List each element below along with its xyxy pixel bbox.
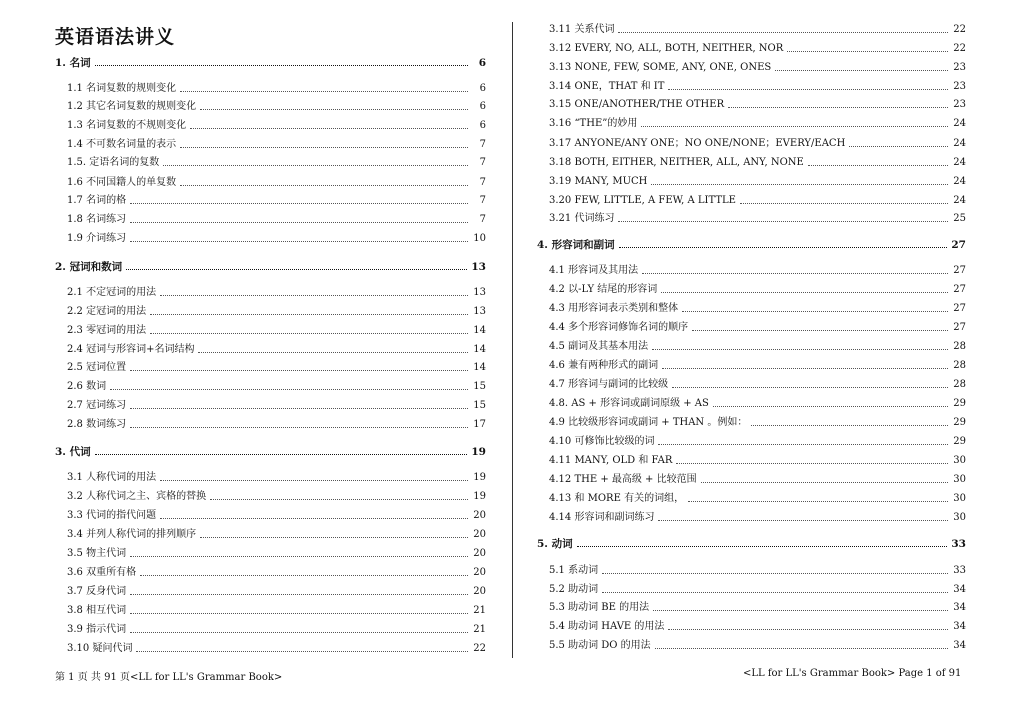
toc-page-number: 33 [953,565,966,576]
toc-chapter-row[interactable] [537,239,966,251]
dot-leader [160,480,468,481]
toc-entry-label: 4. 形容词和副词 [537,239,615,251]
toc-entry-label: 3.14 ONE，THAT 和 IT [549,81,665,92]
toc-entry-row[interactable] [549,265,966,277]
toc-entry-label: 5.4 助动词 HAVE 的用法 [549,621,665,632]
toc-entry-label: 3.18 BOTH, EITHER, NEITHER, ALL, ANY, NONE [549,157,804,168]
toc-entry-label: 5.5 助动词 DO 的用法 [549,640,651,651]
toc-entry-label: 3.2 人称代词之主、宾格的替换 [67,491,207,502]
toc-entry-row[interactable] [549,584,966,596]
dot-leader [787,51,948,52]
toc-entry-label: 3.15 ONE/ANOTHER/THE OTHER [549,99,725,110]
document-title: 英语语法讲义 [55,26,176,48]
dot-leader [577,546,948,547]
toc-page-number: 21 [473,624,486,635]
toc-entry-label: 3.13 NONE, FEW, SOME, ANY, ONE, ONES [549,62,772,73]
dot-leader [688,501,948,502]
toc-entry-row[interactable] [549,565,966,577]
toc-page-number: 22 [953,43,966,54]
toc-entry-row[interactable] [549,24,966,36]
toc-entry-row[interactable] [549,322,966,334]
dot-leader [150,314,468,315]
toc-entry-label: 4.12 THE + 最高级 + 比较范围 [549,474,697,485]
dot-leader [180,185,468,186]
toc-page-number: 14 [473,325,486,336]
dot-leader [662,368,948,369]
toc-page-number: 34 [953,640,966,651]
dot-leader [163,165,468,166]
toc-entry-label: 1.5. 定语名词的复数 [67,157,160,168]
dot-leader [618,32,948,33]
toc-page-number: 20 [473,567,486,578]
toc-page-number: 22 [473,643,486,654]
toc-page-number: 15 [473,381,486,392]
toc-page-number: 23 [953,81,966,92]
dot-leader [200,109,468,110]
toc-entry-label: 2. 冠词和数词 [55,261,123,273]
toc-entry-row[interactable] [67,381,486,393]
toc-page-number: 19 [473,491,486,502]
toc-entry-row[interactable] [549,398,966,410]
dot-leader [190,128,468,129]
toc-page-number: 19 [471,446,486,458]
toc-entry-label: 3.5 物主代词 [67,548,127,559]
dot-leader [180,91,468,92]
toc-entry-label: 1.7 名词的格 [67,195,127,206]
toc-entry-row[interactable] [549,341,966,353]
toc-entry-label: 1.4 不可数名词量的表示 [67,139,177,150]
toc-entry-row[interactable] [67,510,486,522]
dot-leader [618,221,948,222]
toc-entry-label: 4.11 MANY, OLD 和 FAR [549,455,673,466]
dot-leader [130,556,468,557]
toc-entry-label: 4.7 形容词与副词的比较级 [549,379,669,390]
toc-entry-row[interactable] [549,195,966,207]
toc-entry-label: 2.6 数词 [67,381,107,392]
dot-leader [140,575,468,576]
dot-leader [653,610,948,611]
toc-page-number: 21 [473,605,486,616]
toc-page-number: 17 [473,419,486,430]
dot-leader [808,165,948,166]
toc-entry-label: 3.9 指示代词 [67,624,127,635]
toc-chapter-row[interactable] [55,446,486,458]
dot-leader [740,203,948,204]
toc-entry-label: 4.3 用形容词表示类别和整体 [549,303,679,314]
toc-page-number: 13 [471,261,486,273]
toc-entry-label: 3.20 FEW, LITTLE, A FEW, A LITTLE [549,195,736,206]
toc-entry-row[interactable] [67,120,486,132]
toc-entry-row[interactable] [67,83,486,95]
toc-entry-row[interactable] [67,400,486,412]
toc-page-number: 20 [473,586,486,597]
toc-entry-label: 4.8. AS + 形容词或副词原级 + AS [549,398,709,409]
dot-leader [651,184,948,185]
dot-leader [641,126,948,127]
toc-entry-label: 4.4 多个形容词修饰名词的顺序 [549,322,689,333]
toc-entry-row[interactable] [549,621,966,633]
toc-entry-row[interactable] [67,586,486,598]
toc-entry-label: 5.3 助动词 BE 的用法 [549,602,650,613]
toc-page-number: 7 [479,214,486,225]
dot-leader [150,333,468,334]
toc-entry-label: 2.8 数词练习 [67,419,127,430]
toc-entry-label: 3.12 EVERY, NO, ALL, BOTH, NEITHER, NOR [549,43,784,54]
toc-page-number: 34 [953,584,966,595]
toc-page-number: 30 [953,512,966,523]
toc-entry-row[interactable] [549,62,966,74]
toc-entry-row[interactable] [549,284,966,296]
toc-entry-row[interactable] [67,287,486,299]
toc-page-number: 7 [479,177,486,188]
toc-entry-row[interactable] [67,344,486,356]
toc-entry-label: 3.7 反身代词 [67,586,127,597]
toc-page-number: 34 [953,621,966,632]
toc-entry-label: 4.2 以-LY 结尾的形容词 [549,284,658,295]
toc-page-number: 33 [951,538,966,550]
toc-entry-label: 3.21 代词练习 [549,213,615,224]
toc-entry-row[interactable] [67,362,486,374]
right-page [514,0,1024,724]
toc-page-number: 30 [953,493,966,504]
toc-entry-row[interactable] [549,213,966,225]
toc-page-number: 24 [953,176,966,187]
dot-leader [126,269,467,270]
toc-page-number: 28 [953,360,966,371]
dot-leader [130,370,468,371]
toc-entry-row[interactable] [67,472,486,484]
toc-entry-label: 4.1 形容词及其用法 [549,265,639,276]
toc-entry-row[interactable] [549,602,966,614]
toc-page-number: 27 [953,322,966,333]
dot-leader [655,648,948,649]
dot-leader [602,592,948,593]
dot-leader [682,311,948,312]
toc-page-number: 25 [953,213,966,224]
dot-leader [713,406,948,407]
toc-entry-row[interactable] [549,640,966,652]
toc-entry-row[interactable] [549,81,966,93]
toc-page-number: 14 [473,344,486,355]
toc-entry-row[interactable] [67,157,486,169]
toc-entry-label: 3.11 关系代词 [549,24,615,35]
toc-entry-label: 1.9 介词练习 [67,233,127,244]
dot-leader [210,499,468,500]
dot-leader [849,146,948,147]
dot-leader [652,349,948,350]
toc-chapter-row[interactable] [55,57,486,69]
toc-entry-label: 5.2 助动词 [549,584,599,595]
toc-entry-row[interactable] [67,233,486,245]
toc-entry-row[interactable] [67,624,486,636]
dot-leader [130,427,468,428]
dot-leader [642,273,948,274]
toc-entry-row[interactable] [549,474,966,486]
toc-entry-row[interactable] [67,325,486,337]
toc-page-number: 30 [953,455,966,466]
toc-entry-label: 3.4 并列人称代词的排列顺序 [67,529,197,540]
dot-leader [130,241,468,242]
toc-entry-label: 3.19 MANY, MUCH [549,176,648,187]
dot-leader [130,203,468,204]
toc-page-number: 23 [953,62,966,73]
page-divider [512,22,513,658]
toc-entry-row[interactable] [549,417,966,429]
toc-entry-row[interactable] [549,436,966,448]
toc-page-number: 13 [473,306,486,317]
toc-entry-label: 1.1 名词复数的规则变化 [67,83,177,94]
toc-entry-row[interactable] [67,214,486,226]
dot-leader [751,425,948,426]
dot-leader [602,573,948,574]
dot-leader [95,65,468,66]
toc-entry-row[interactable] [549,360,966,372]
right-footer: <LL for LL's Grammar Book> Page 1 of 91 [743,668,962,679]
toc-page-number: 27 [951,239,966,251]
toc-entry-label: 4.5 副词及其基本用法 [549,341,649,352]
toc-entry-label: 3.10 疑问代词 [67,643,133,654]
toc-page-number: 28 [953,379,966,390]
toc-entry-label: 1. 名词 [55,57,91,69]
toc-entry-label: 2.7 冠词练习 [67,400,127,411]
toc-page-number: 29 [953,398,966,409]
toc-entry-row[interactable] [549,303,966,315]
dot-leader [130,222,468,223]
dot-leader [180,147,468,148]
toc-chapter-row[interactable] [55,261,486,273]
toc-entry-row[interactable] [67,529,486,541]
toc-entry-row[interactable] [67,419,486,431]
dot-leader [110,389,468,390]
toc-entry-label: 4.9 比较级形容词或副词 + THAN 。例如： [549,417,748,428]
toc-page-number: 24 [953,118,966,129]
dot-leader [668,89,948,90]
toc-entry-label: 2.4 冠词与形容词+名词结构 [67,344,195,355]
dot-leader [130,408,468,409]
toc-entry-row[interactable] [67,605,486,617]
dot-leader [658,520,948,521]
toc-page-number: 6 [479,83,486,94]
toc-entry-label: 4.10 可修饰比较级的词 [549,436,655,447]
toc-page-number: 7 [479,157,486,168]
toc-entry-row[interactable] [67,643,486,655]
toc-page-number: 15 [473,400,486,411]
dot-leader [130,632,468,633]
toc-page-number: 6 [479,101,486,112]
toc-entry-label: 1.6 不同国籍人的单复数 [67,177,177,188]
toc-entry-row[interactable] [549,138,966,150]
toc-entry-row[interactable] [549,379,966,391]
toc-page-number: 22 [953,24,966,35]
toc-entry-label: 3.6 双重所有格 [67,567,137,578]
toc-entry-label: 2.2 定冠词的用法 [67,306,147,317]
dot-leader [95,454,468,455]
toc-entry-label: 5.1 系动词 [549,565,599,576]
dot-leader [668,629,948,630]
toc-entry-row[interactable] [67,567,486,579]
toc-entry-label: 3.3 代词的指代问题 [67,510,157,521]
toc-entry-row[interactable] [67,177,486,189]
dot-leader [200,537,468,538]
toc-page-number: 27 [953,265,966,276]
toc-entry-label: 4.14 形容词和副词练习 [549,512,655,523]
toc-page-number: 20 [473,529,486,540]
dot-leader [658,444,948,445]
toc-entry-label: 2.1 不定冠词的用法 [67,287,157,298]
toc-entry-row[interactable] [549,176,966,188]
toc-entry-row[interactable] [67,195,486,207]
toc-entry-row[interactable] [549,157,966,169]
dot-leader [130,613,468,614]
toc-entry-label: 2.3 零冠词的用法 [67,325,147,336]
toc-entry-label: 4.6 兼有两种形式的副词 [549,360,659,371]
dot-leader [676,463,948,464]
dot-leader [136,651,468,652]
toc-entry-label: 1.2 其它名词复数的规则变化 [67,101,197,112]
dot-leader [619,247,948,248]
toc-entry-row[interactable] [67,139,486,151]
toc-page-number: 13 [473,287,486,298]
toc-entry-row[interactable] [549,118,966,130]
toc-page-number: 6 [479,120,486,131]
toc-page-number: 7 [479,139,486,150]
toc-entry-row[interactable] [67,101,486,113]
toc-entry-row[interactable] [549,99,966,111]
toc-entry-row[interactable] [67,548,486,560]
toc-page-number: 6 [478,57,486,69]
toc-page-number: 29 [953,436,966,447]
toc-entry-row[interactable] [549,512,966,524]
toc-entry-row[interactable] [549,455,966,467]
toc-page-number: 30 [953,474,966,485]
dot-leader [672,387,948,388]
toc-page-number: 24 [953,157,966,168]
dot-leader [728,107,948,108]
toc-entry-row[interactable] [549,43,966,55]
toc-entry-row[interactable] [549,493,966,505]
dot-leader [692,330,948,331]
dot-leader [661,292,948,293]
toc-page-number: 7 [479,195,486,206]
toc-entry-label: 3.8 相互代词 [67,605,127,616]
toc-page-number: 23 [953,99,966,110]
dot-leader [775,70,948,71]
toc-entry-row[interactable] [67,491,486,503]
toc-page-number: 24 [953,195,966,206]
dot-leader [130,594,468,595]
toc-entry-label: 3.1 人称代词的用法 [67,472,157,483]
toc-entry-label: 4.13 和 MORE 有关的词组， [549,493,685,504]
toc-page-number: 28 [953,341,966,352]
toc-page-number: 29 [953,417,966,428]
dot-leader [160,295,468,296]
left-footer: 第 1 页 共 91 页<LL for LL's Grammar Book> [55,672,283,683]
toc-page-number: 14 [473,362,486,373]
toc-page-number: 24 [953,138,966,149]
dot-leader [160,518,468,519]
toc-entry-label: 3.16 “THE”的妙用 [549,118,638,129]
toc-page-number: 20 [473,548,486,559]
toc-page-number: 27 [953,284,966,295]
toc-page-number: 34 [953,602,966,613]
toc-entry-label: 2.5 冠词位置 [67,362,127,373]
toc-entry-label: 5. 动词 [537,538,573,550]
toc-chapter-row[interactable] [537,538,966,550]
toc-entry-label: 1.3 名词复数的不规则变化 [67,120,187,131]
toc-entry-label: 1.8 名词练习 [67,214,127,225]
toc-entry-label: 3.17 ANYONE/ANY ONE；NO ONE/NONE；EVERY/EACH [549,138,846,149]
toc-entry-label: 3. 代词 [55,446,91,458]
toc-page-number: 27 [953,303,966,314]
toc-page-number: 19 [473,472,486,483]
toc-page-number: 10 [473,233,486,244]
dot-leader [701,482,948,483]
toc-entry-row[interactable] [67,306,486,318]
toc-page-number: 20 [473,510,486,521]
dot-leader [198,352,468,353]
